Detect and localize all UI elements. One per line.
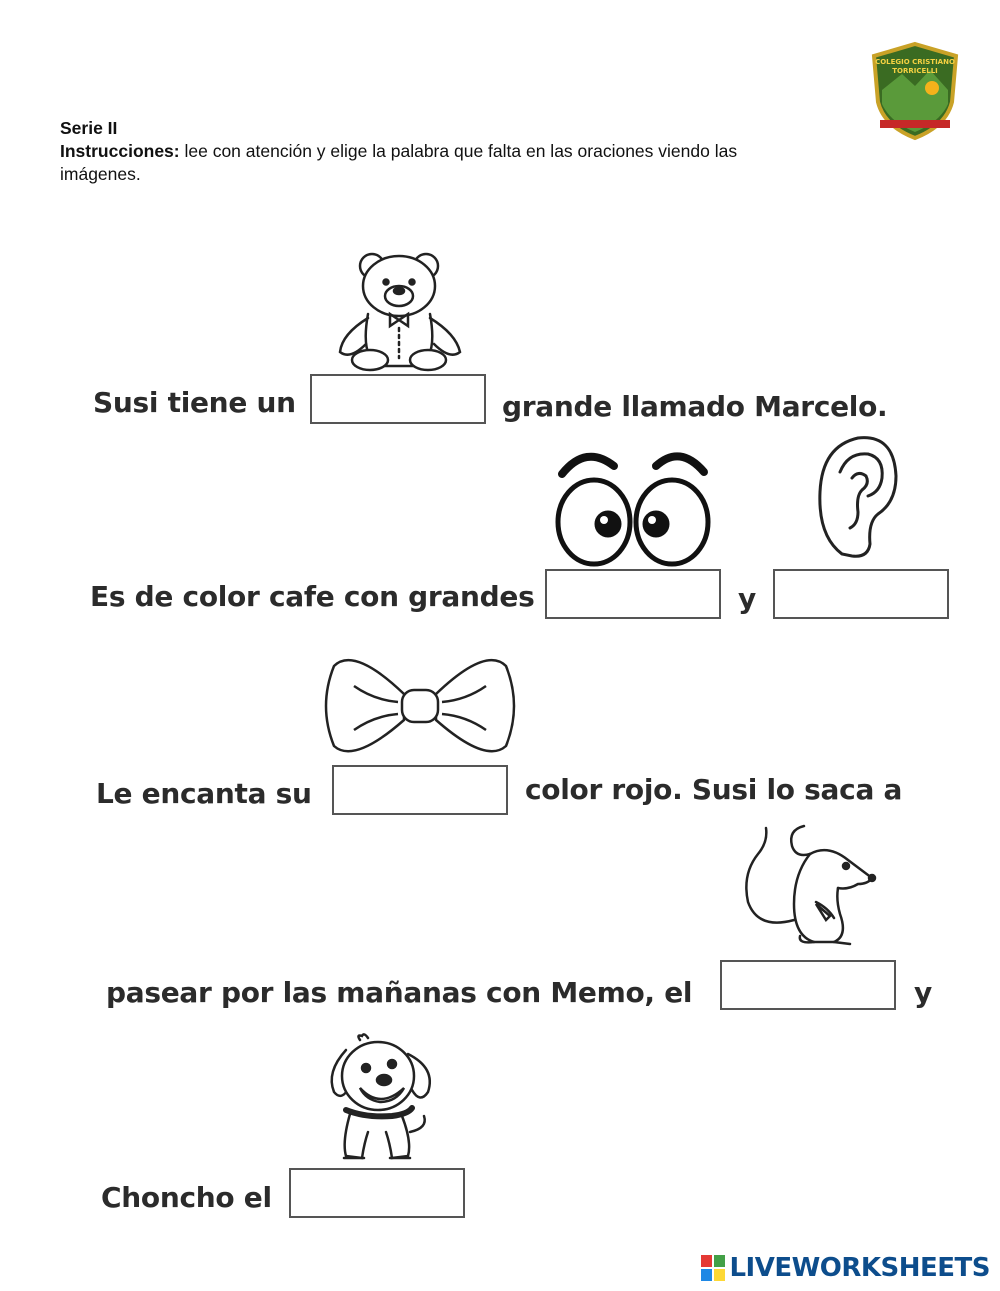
instructions-text: lee con atención y elige la palabra que falta en las oraciones viendo las imágenes. bbox=[60, 141, 738, 184]
sentence-1-end: grande llamado Marcelo. bbox=[502, 390, 888, 423]
liveworksheets-logo-icon bbox=[701, 1255, 725, 1281]
answer-box-5[interactable] bbox=[720, 960, 896, 1010]
answer-box-3[interactable] bbox=[773, 569, 949, 619]
mouse-image bbox=[738, 824, 878, 952]
teddy-bear-image bbox=[330, 248, 470, 372]
instructions-block bbox=[60, 117, 820, 186]
sentence-3-end: color rojo. Susi lo saca a bbox=[525, 773, 903, 806]
liveworksheets-brand bbox=[701, 1253, 990, 1283]
answer-box-6[interactable] bbox=[289, 1168, 465, 1218]
eyes-image bbox=[552, 444, 712, 568]
answer-input-4[interactable] bbox=[334, 767, 506, 813]
answer-input-6[interactable] bbox=[291, 1170, 463, 1216]
answer-box-4[interactable] bbox=[332, 765, 508, 815]
school-logo bbox=[872, 42, 958, 140]
answer-input-5[interactable] bbox=[722, 962, 894, 1008]
sentence-4-y: y bbox=[914, 976, 932, 1009]
sentence-1-start: Susi tiene un bbox=[93, 386, 296, 419]
answer-input-2[interactable] bbox=[547, 571, 719, 617]
ear-image bbox=[812, 432, 902, 564]
bow-tie-image bbox=[324, 656, 518, 758]
answer-input-3[interactable] bbox=[775, 571, 947, 617]
logo-text-1: COLEGIO CRISTIANO bbox=[875, 58, 955, 66]
answer-input-1[interactable] bbox=[312, 376, 484, 422]
answer-box-1[interactable] bbox=[310, 374, 486, 424]
sentence-5-start: Choncho el bbox=[101, 1181, 272, 1214]
liveworksheets-text: LIVEWORKSHEETS bbox=[729, 1253, 990, 1283]
instructions-label: Instrucciones: bbox=[60, 141, 180, 161]
answer-box-2[interactable] bbox=[545, 569, 721, 619]
dog-image bbox=[316, 1032, 440, 1166]
series-title: Serie II bbox=[60, 118, 118, 138]
sentence-4-start: pasear por las mañanas con Memo, el bbox=[106, 976, 693, 1009]
sentence-3-start: Le encanta su bbox=[96, 777, 312, 810]
logo-text-2: TORRICELLI bbox=[892, 67, 938, 75]
sentence-2-start: Es de color cafe con grandes bbox=[90, 580, 535, 613]
sentence-2-y: y bbox=[738, 582, 756, 615]
